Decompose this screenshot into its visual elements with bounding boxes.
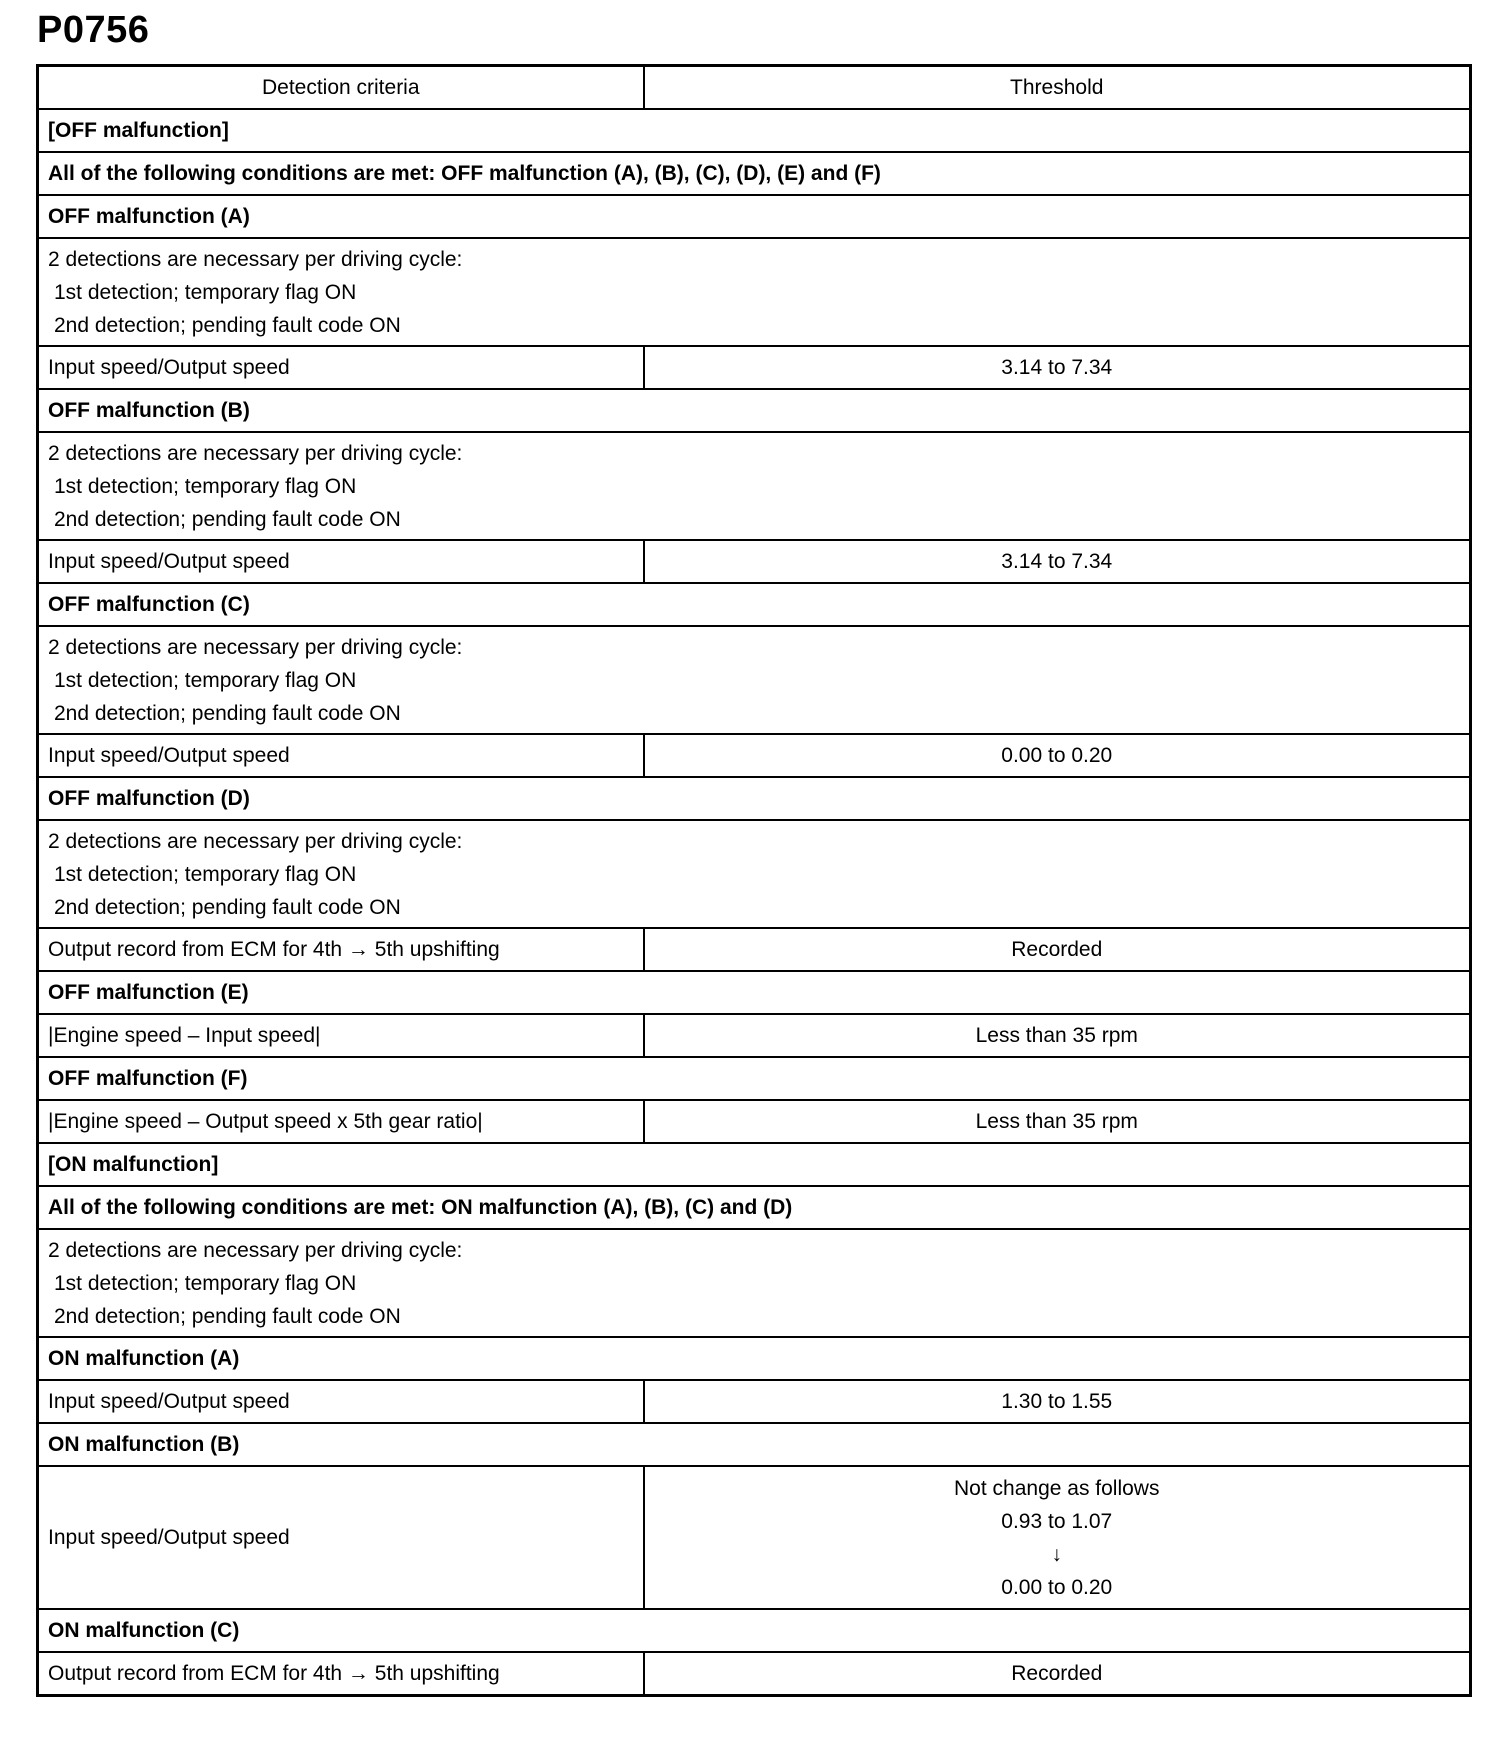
detection-note-row: [38, 1229, 1471, 1337]
detection-note-line: 2 detections are necessary per driving cycle:: [48, 829, 463, 853]
section-header-text: OFF malfunction (E): [38, 971, 1471, 1014]
criteria-cell: Input speed/Output speed: [38, 734, 644, 777]
detection-note-line: 1st detection; temporary flag ON: [54, 1271, 357, 1295]
page-title: P0756: [37, 9, 150, 51]
threshold-line: Not change as follows: [954, 1476, 1160, 1500]
threshold-cell: 3.14 to 7.34: [644, 540, 1471, 583]
detection-note: [38, 432, 1471, 540]
section-header-row: [38, 389, 1471, 432]
detection-note: [38, 820, 1471, 928]
column-header-detection-criteria: Detection criteria: [38, 66, 644, 110]
detection-note-line: 2 detections are necessary per driving cycle:: [48, 635, 463, 659]
detection-note-line: 1st detection; temporary flag ON: [54, 280, 357, 304]
section-header-text: ON malfunction (A): [38, 1337, 1471, 1380]
criteria-row: [38, 540, 1471, 583]
criteria-cell: |Engine speed – Output speed x 5th gear ratio|: [38, 1100, 644, 1143]
criteria-row: [38, 1100, 1471, 1143]
table-header-row: [38, 66, 1471, 110]
threshold-line: 0.00 to 0.20: [1001, 1575, 1113, 1599]
criteria-row: [38, 346, 1471, 389]
section-header-text: OFF malfunction (C): [38, 583, 1471, 626]
threshold-cell: 1.30 to 1.55: [644, 1380, 1471, 1423]
section-header-text: ON malfunction (B): [38, 1423, 1471, 1466]
section-header-text: OFF malfunction (A): [38, 195, 1471, 238]
detection-note-line: 1st detection; temporary flag ON: [54, 668, 357, 692]
criteria-row: [38, 928, 1471, 971]
detection-note-line: 2 detections are necessary per driving cycle:: [48, 247, 463, 271]
section-header-row: [38, 195, 1471, 238]
section-header-row: [38, 1337, 1471, 1380]
criteria-cell: Input speed/Output speed: [38, 1380, 644, 1423]
detection-note-line: 1st detection; temporary flag ON: [54, 474, 357, 498]
threshold-cell: Recorded: [644, 928, 1471, 971]
section-header-row: [38, 109, 1471, 152]
detection-note-row: [38, 626, 1471, 734]
section-header-text: OFF malfunction (B): [38, 389, 1471, 432]
threshold-cell: Less than 35 rpm: [644, 1014, 1471, 1057]
criteria-cell: Output record from ECM for 4th → 5th upshifting: [38, 928, 644, 971]
section-header-text: All of the following conditions are met: ON malfunction (A), (B), (C) and (D): [38, 1186, 1471, 1229]
section-header-row: [38, 1057, 1471, 1100]
threshold-cell: Recorded: [644, 1652, 1471, 1696]
column-header-threshold: Threshold: [644, 66, 1471, 110]
section-header-text: OFF malfunction (F): [38, 1057, 1471, 1100]
section-header-row: [38, 777, 1471, 820]
detection-note-line: 2nd detection; pending fault code ON: [54, 313, 401, 337]
threshold-line: 0.93 to 1.07: [1001, 1509, 1113, 1533]
section-header-text: ON malfunction (C): [38, 1609, 1471, 1652]
detection-note-row: [38, 432, 1471, 540]
criteria-row: [38, 1014, 1471, 1057]
detection-note-line: 2nd detection; pending fault code ON: [54, 1304, 401, 1328]
section-header-row: [38, 583, 1471, 626]
detection-note-line: 2 detections are necessary per driving cycle:: [48, 1238, 463, 1262]
threshold-cell: 3.14 to 7.34: [644, 346, 1471, 389]
criteria-row: [38, 1652, 1471, 1696]
criteria-cell: |Engine speed – Input speed|: [38, 1014, 644, 1057]
section-header-text: All of the following conditions are met: OFF malfunction (A), (B), (C), (D), (E) and (F): [38, 152, 1471, 195]
section-header-row: [38, 1186, 1471, 1229]
detection-note-row: [38, 820, 1471, 928]
section-header-text: OFF malfunction (D): [38, 777, 1471, 820]
criteria-cell: Input speed/Output speed: [38, 346, 644, 389]
detection-note-line: 2nd detection; pending fault code ON: [54, 507, 401, 531]
criteria-row: [38, 1466, 1471, 1609]
threshold-cell: [644, 1466, 1471, 1609]
criteria-row: [38, 734, 1471, 777]
criteria-cell: Input speed/Output speed: [38, 1466, 644, 1609]
section-header-row: [38, 1423, 1471, 1466]
threshold-cell: Less than 35 rpm: [644, 1100, 1471, 1143]
detection-note-line: 1st detection; temporary flag ON: [54, 862, 357, 886]
criteria-cell: Input speed/Output speed: [38, 540, 644, 583]
threshold-cell: 0.00 to 0.20: [644, 734, 1471, 777]
threshold-line: ↓: [1051, 1542, 1062, 1566]
section-header-row: [38, 1609, 1471, 1652]
section-header-text: [OFF malfunction]: [38, 109, 1471, 152]
criteria-row: [38, 1380, 1471, 1423]
section-header-row: [38, 152, 1471, 195]
detection-note: [38, 1229, 1471, 1337]
section-header-row: [38, 1143, 1471, 1186]
table-body: [38, 109, 1471, 1696]
detection-note-line: 2 detections are necessary per driving cycle:: [48, 441, 463, 465]
detection-note: [38, 626, 1471, 734]
criteria-cell: Output record from ECM for 4th → 5th upshifting: [38, 1652, 644, 1696]
detection-note-row: [38, 238, 1471, 346]
section-header-row: [38, 971, 1471, 1014]
detection-note: [38, 238, 1471, 346]
detection-note-line: 2nd detection; pending fault code ON: [54, 701, 401, 725]
detection-note-line: 2nd detection; pending fault code ON: [54, 895, 401, 919]
section-header-text: [ON malfunction]: [38, 1143, 1471, 1186]
detection-criteria-table: [36, 64, 1472, 1697]
